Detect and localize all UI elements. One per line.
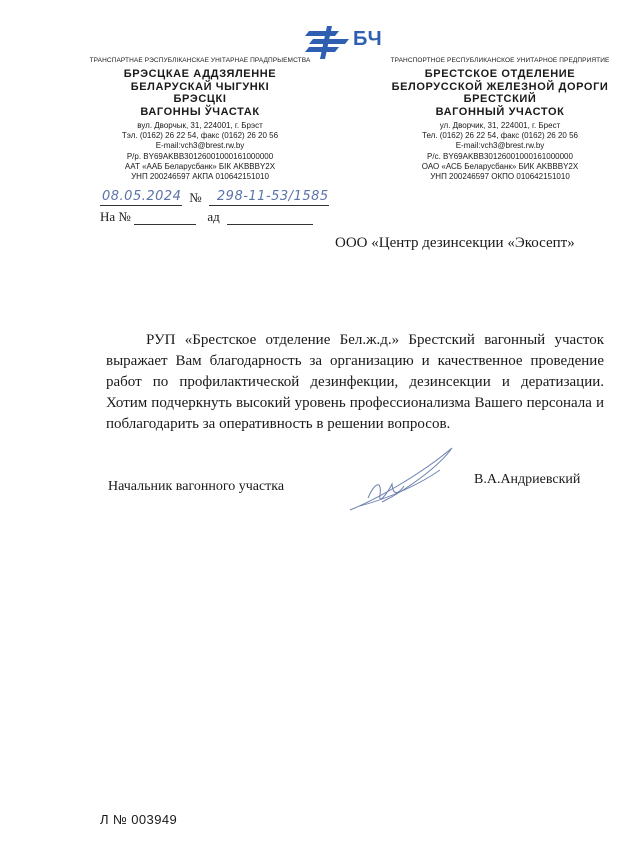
header-left-name-4: ВАГОННЫ ЎЧАСТАК bbox=[140, 105, 260, 118]
header-right-name-2: БЕЛОРУССКОЙ ЖЕЛЕЗНОЙ ДОРОГИ bbox=[391, 80, 609, 93]
header-right-email: E-mail:vch3@brest.rw.by bbox=[455, 141, 545, 151]
header-right-name-3: БРЕСТСКИЙ bbox=[463, 93, 537, 105]
header-left-unp: УНП 200246597 АКПА 010642151010 bbox=[131, 172, 269, 182]
reg-date-number-line bbox=[100, 190, 340, 206]
reg-date-field bbox=[100, 189, 182, 206]
handwritten-signature bbox=[330, 440, 470, 520]
reg-reference-line bbox=[100, 209, 330, 225]
logo-text: БЧ bbox=[353, 28, 383, 50]
header-left-name-2: БЕЛАРУСКАЙ ЧЫГУНКІ bbox=[130, 80, 270, 93]
header-left-address: вул. Дворчык, 31, 224001, г. Брэст bbox=[137, 121, 263, 130]
header-right-name-4: ВАГОННЫЙ УЧАСТОК bbox=[435, 105, 565, 118]
header-left bbox=[80, 57, 320, 182]
reg-date-handwritten: 08.05.2024 bbox=[102, 189, 182, 204]
header-left-bank: ААТ «ААБ Беларусбанк» БІК AKBBBY2X bbox=[124, 161, 276, 171]
header-left-name-1: БРЭСЦКАЕ АДДЗЯЛЕННЕ bbox=[123, 68, 277, 80]
header-left-phone: Тэл. (0162) 26 22 54, факс (0162) 26 20 56 bbox=[121, 131, 279, 141]
form-serial-number: Л № 003949 bbox=[100, 812, 178, 827]
header-right-phone: Тел. (0162) 26 22 54, факс (0162) 26 20 56 bbox=[422, 131, 578, 141]
header-right bbox=[380, 57, 620, 182]
reg-from-field bbox=[227, 211, 313, 225]
header-left-email: E-mail:vch3@brest.rw.by bbox=[155, 141, 245, 151]
railway-logo-icon bbox=[305, 26, 351, 60]
reg-number-handwritten: 298-11-53/1585 bbox=[216, 189, 329, 204]
reg-on-label: На № bbox=[100, 209, 131, 224]
signatory-name: В.А.Андриевский bbox=[474, 472, 581, 487]
reg-on-field bbox=[134, 211, 196, 225]
reg-number-field bbox=[209, 189, 329, 206]
header-left-org: ТРАНСПАРТНАЕ РЭСПУБЛІКАНСКАЕ УНІТАРНАЕ ПРАДПРЫЕМСТВА bbox=[89, 57, 311, 64]
addressee: ООО «Центр дезинсекции «Экосепт» bbox=[335, 235, 575, 251]
letter-body bbox=[106, 330, 604, 435]
railway-logo bbox=[305, 26, 395, 60]
header-right-bank: ОАО «АСБ Беларусбанк» БИК AKBBBY2X bbox=[421, 161, 579, 171]
header-left-account: Р/р. BY69AKBB30126001000161000000 bbox=[126, 151, 274, 161]
header-left-name-3: БРЭСЦКІ bbox=[173, 93, 227, 105]
header-right-org: ТРАНСПОРТНОЕ РЕСПУБЛИКАНСКОЕ УНИТАРНОЕ ПРЕДПРИЯТИЕ bbox=[390, 57, 610, 64]
reg-from-label: ад bbox=[207, 209, 220, 224]
body-paragraph: РУП «Брестское отделение Бел.ж.д.» Брестский вагонный участок выражает Вам благодарность за организацию и качественное проведение работ по профилактической дезинфекции, дезинсекции и дератизации. Хотим подчеркнуть высокий уровень профессионализма Вашего персонала и поблагодарить за оперативность в решении вопросов. bbox=[106, 332, 604, 432]
header-right-address: ул. Дворчик, 31, 224001, г. Брест bbox=[439, 121, 561, 130]
header-right-unp: УНП 200246597 ОКПО 010642151010 bbox=[430, 172, 570, 182]
header-right-account: Р/с. BY69AKBB30126001000161000000 bbox=[427, 151, 573, 161]
signatory-title: Начальник вагонного участка bbox=[108, 479, 285, 494]
header-right-name-1: БРЕСТСКОЕ ОТДЕЛЕНИЕ bbox=[424, 68, 576, 80]
reg-number-label: № bbox=[189, 190, 202, 205]
